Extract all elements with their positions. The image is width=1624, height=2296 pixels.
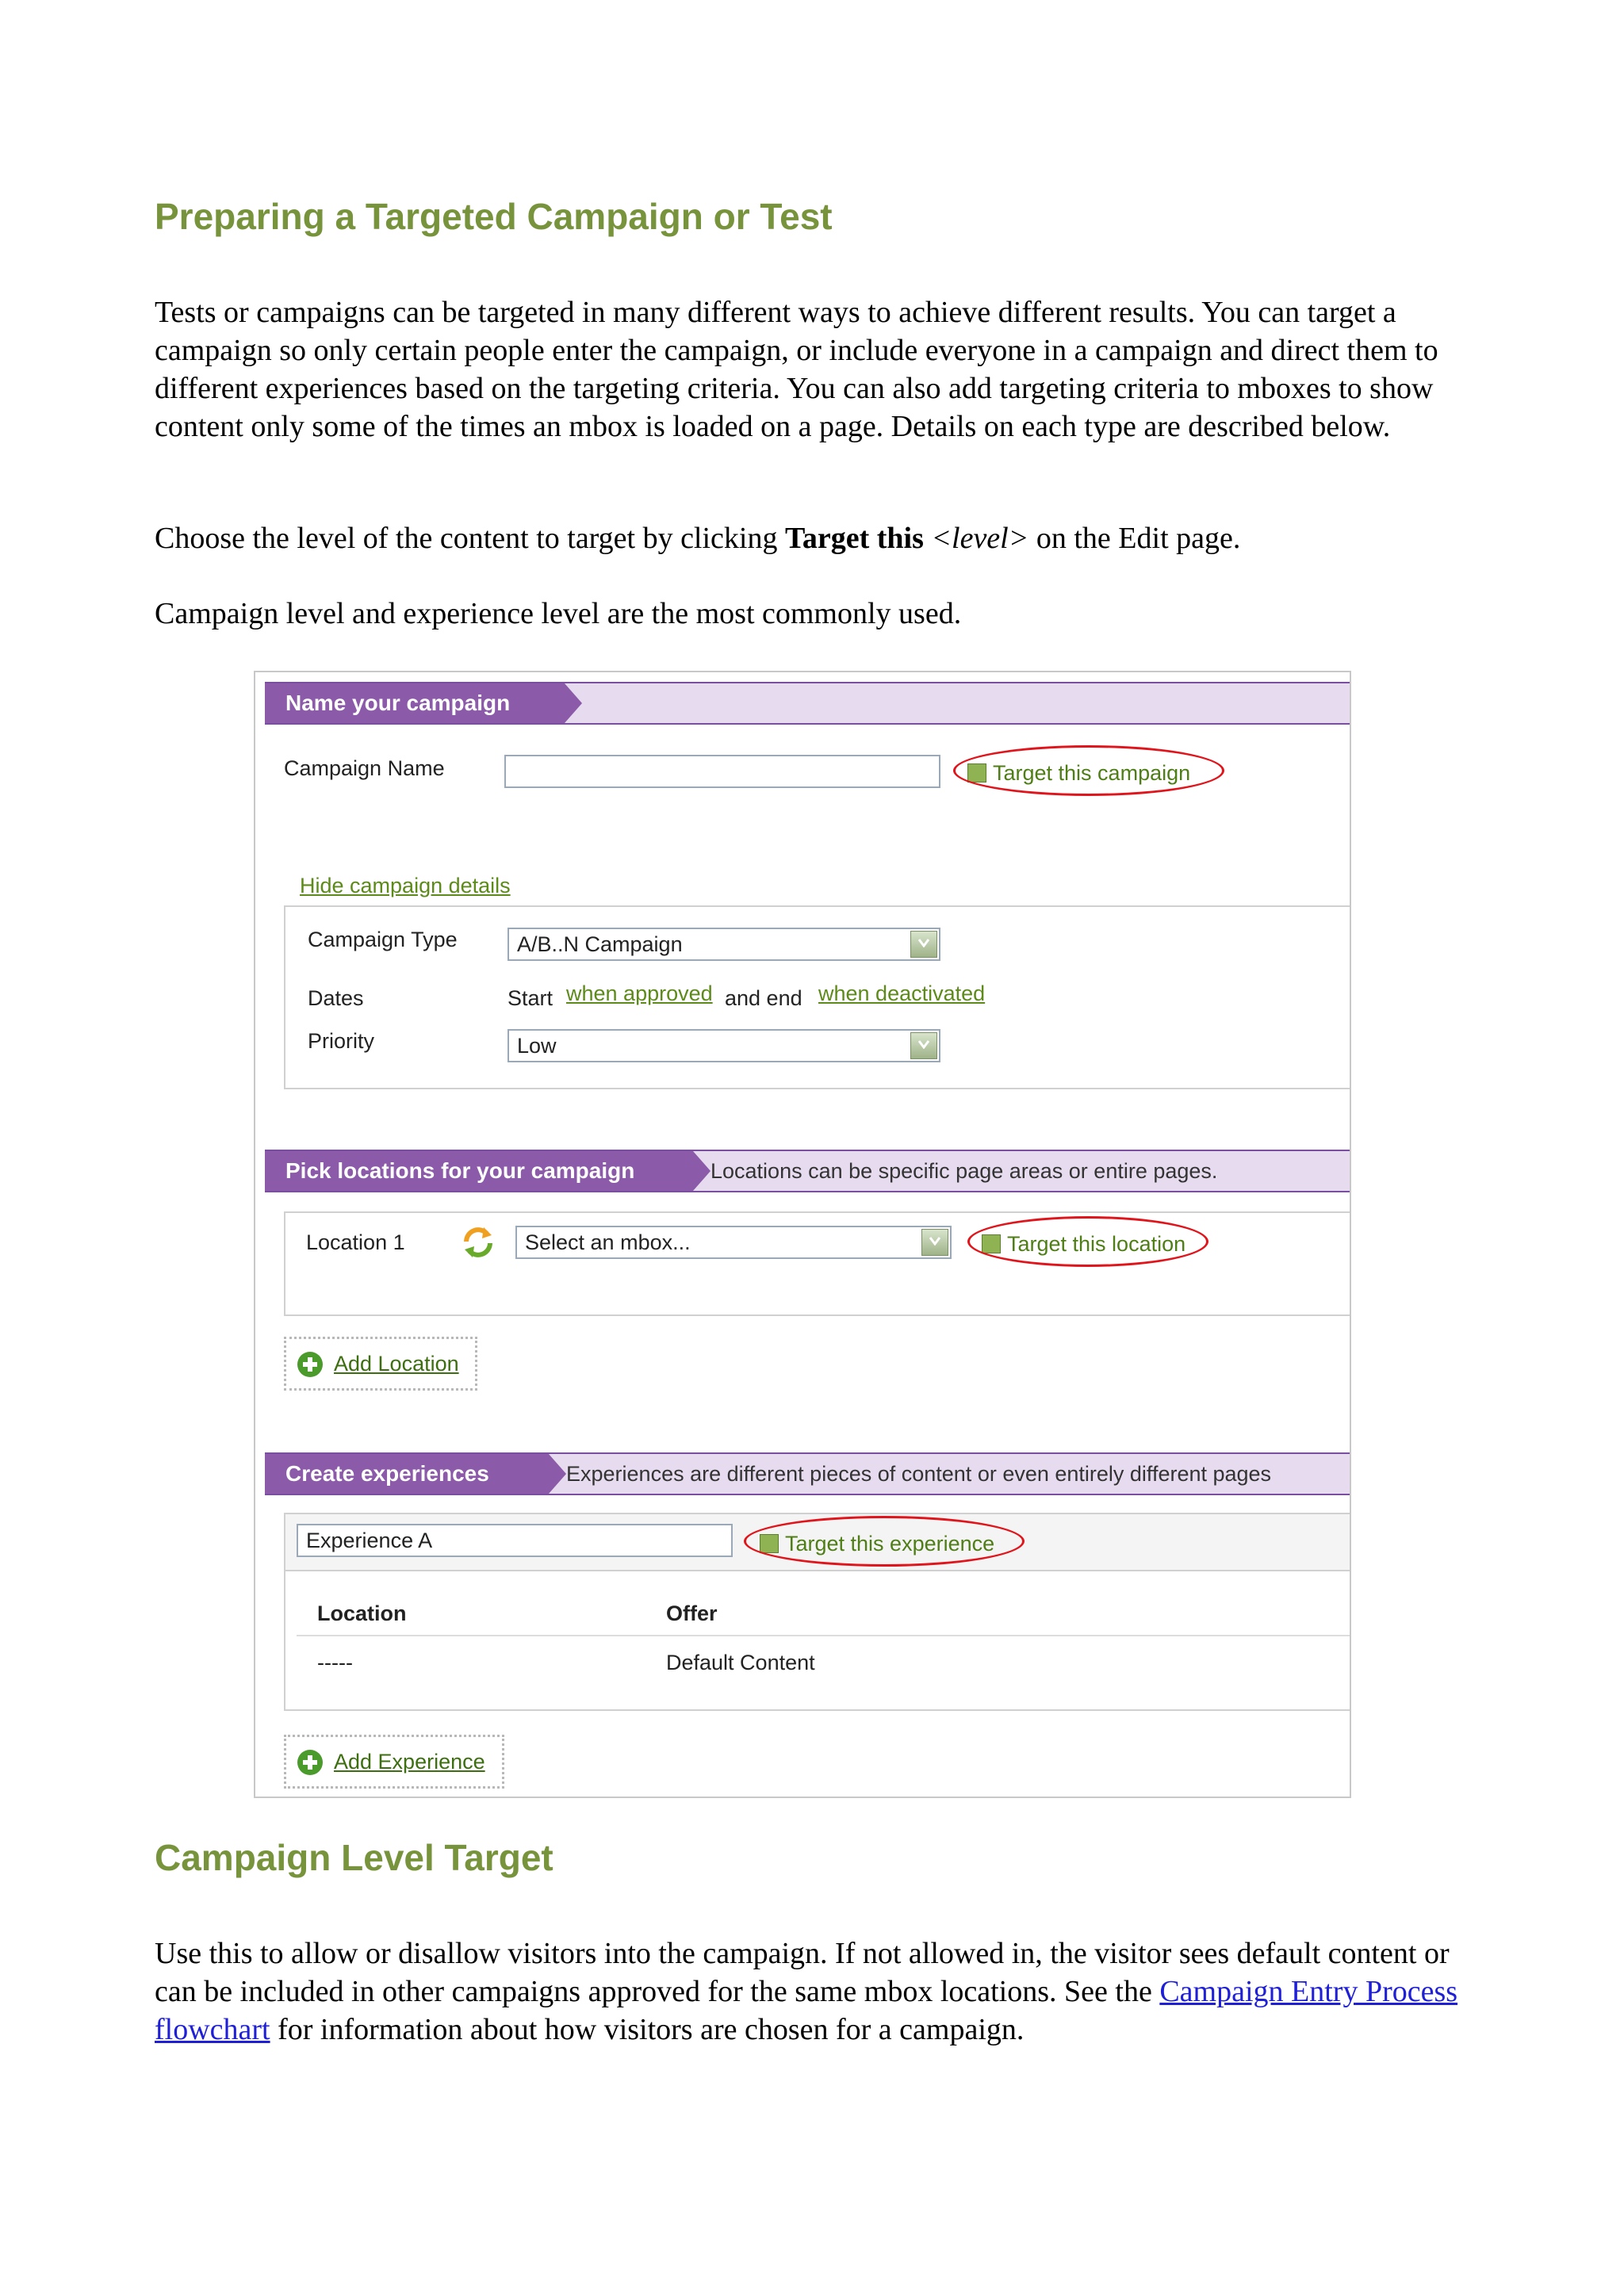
campaign-type-select[interactable] (508, 928, 940, 961)
mbox-value: Select an mbox... (525, 1230, 691, 1254)
create-experiences-bar (265, 1452, 1350, 1495)
campaign-level-prefix: Use this to allow or disallow visitors into the campaign. If not allowed in, the visitor sees default content or can be included in other campaigns approved for the same mbox locations. See the (155, 1937, 1450, 2008)
and-end-text: and end (725, 986, 802, 1010)
add-location-button[interactable] (284, 1337, 477, 1391)
end-when-deactivated-link[interactable]: when deactivated (818, 982, 986, 1005)
highlight-oval (967, 1216, 1208, 1267)
add-experience-label: Add Experience (334, 1750, 485, 1774)
start-when-approved-link[interactable]: when approved (566, 982, 713, 1005)
instruction-italic: <level> (923, 522, 1029, 555)
refresh-icon[interactable] (460, 1224, 496, 1261)
target-experience-label: Target this experience (785, 1532, 995, 1556)
target-campaign-label: Target this campaign (993, 761, 1191, 785)
campaign-details-panel (284, 905, 1351, 1089)
location-1-label: Location 1 (306, 1230, 405, 1254)
common-levels-paragraph: Campaign level and experience level are the most commonly used. (155, 597, 962, 630)
highlight-oval (744, 1516, 1025, 1567)
location-panel (284, 1211, 1351, 1316)
campaign-level-suffix: for information about how visitors are chosen for a campaign. (270, 2013, 1025, 2046)
target-location-label: Target this location (1007, 1232, 1186, 1256)
pick-locations-description: Locations can be specific page areas or entire pages. (710, 1159, 1218, 1183)
priority-select[interactable] (508, 1029, 940, 1062)
chevron-down-icon (921, 1229, 948, 1256)
campaign-editor-screenshot (254, 671, 1351, 1798)
pick-locations-tab: Pick locations for your campaign (265, 1151, 693, 1191)
dates-label: Dates (308, 986, 364, 1010)
experience-name-input[interactable]: Experience A (297, 1524, 733, 1557)
instruction-prefix: Choose the level of the content to target by clicking (155, 522, 785, 555)
instruction-paragraph (155, 519, 1487, 557)
intro-paragraph: Tests or campaigns can be targeted in many different ways to achieve different results. You can target a campaign so only certain people enter the campaign, or include everyone in a campaign and direct them to different experiences based on the targeting criteria. You can also add targeting criteria to mboxes to show content only some of the times an mbox is loaded on a page. Details on each type are described below. (155, 296, 1438, 443)
instruction-bold: Target this (784, 522, 924, 555)
priority-value: Low (517, 1034, 557, 1058)
plus-icon (297, 1750, 323, 1775)
campaign-name-label: Campaign Name (284, 756, 445, 780)
pick-locations-bar (265, 1150, 1350, 1192)
chevron-down-icon (910, 1032, 937, 1059)
hide-campaign-details-link[interactable]: Hide campaign details (300, 874, 511, 897)
create-experiences-description: Experiences are different pieces of content or even entirely different pages (566, 1462, 1272, 1486)
plus-icon (297, 1352, 323, 1377)
campaign-type-value: A/B..N Campaign (517, 932, 683, 956)
name-campaign-tab: Name your campaign (265, 683, 565, 723)
start-text: Start (508, 986, 553, 1010)
add-location-label: Add Location (334, 1352, 459, 1376)
section-heading: Campaign Level Target (155, 1837, 553, 1878)
row-location: ----- (317, 1651, 353, 1674)
highlight-oval (953, 745, 1224, 796)
experience-panel (284, 1513, 1351, 1711)
mbox-select[interactable] (515, 1226, 952, 1259)
column-header-offer: Offer (666, 1601, 718, 1625)
campaign-entry-flowchart-link[interactable]: Campaign Entry Process flowchart (155, 1975, 1458, 2046)
priority-label: Priority (308, 1029, 375, 1053)
instruction-suffix: on the Edit page. (1028, 522, 1241, 555)
campaign-name-input[interactable] (504, 755, 940, 788)
column-header-location: Location (317, 1601, 407, 1625)
name-campaign-bar (265, 682, 1350, 725)
campaign-type-label: Campaign Type (308, 928, 458, 951)
chevron-down-icon (910, 931, 937, 958)
row-offer: Default Content (666, 1651, 815, 1674)
page-heading: Preparing a Targeted Campaign or Test (155, 196, 833, 237)
add-experience-button[interactable] (284, 1735, 504, 1789)
create-experiences-tab: Create experiences (265, 1454, 549, 1494)
table-divider (297, 1635, 1351, 1636)
campaign-level-paragraph (155, 1934, 1487, 2049)
